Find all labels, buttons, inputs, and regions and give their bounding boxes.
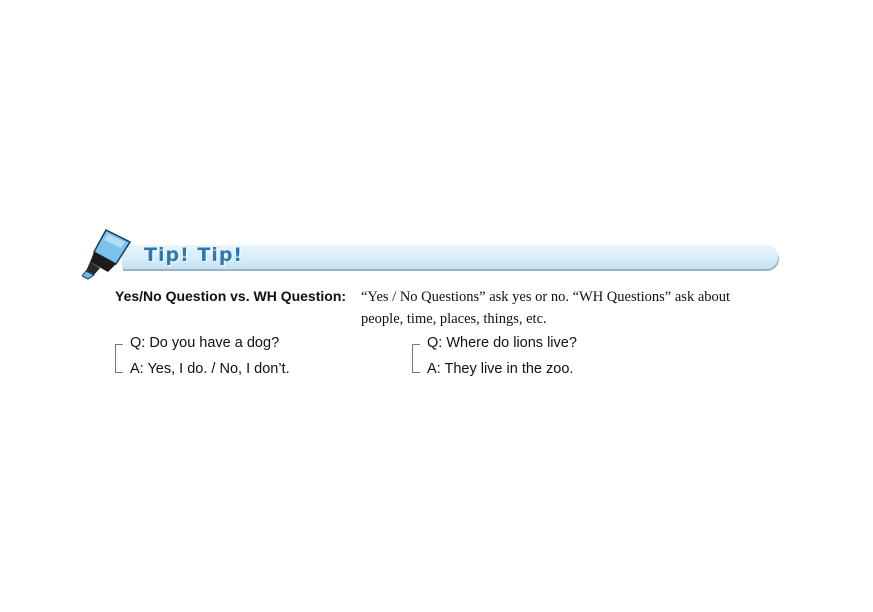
example-pair-wh — [412, 334, 672, 384]
definition-term: Yes/No Question vs. WH Question: — [115, 288, 347, 304]
example-question: Q: Where do lions live? — [427, 335, 577, 351]
definition-body: “Yes / No Questions” ask yes or no. “WH Questions” ask about people, time, places, things, etc. — [361, 289, 731, 327]
tip-banner — [82, 228, 782, 276]
bracket-line — [115, 344, 123, 373]
highlighter-marker-icon — [82, 228, 136, 280]
example-answer: A: Yes, I do. / No, I don’t. — [130, 361, 290, 377]
tip-title: Tip! Tip! — [144, 244, 244, 266]
example-question: Q: Do you have a dog? — [130, 335, 280, 351]
example-pair-yes-no — [115, 334, 375, 384]
bracket-line — [412, 344, 420, 373]
example-answer: A: They live in the zoo. — [427, 361, 574, 377]
